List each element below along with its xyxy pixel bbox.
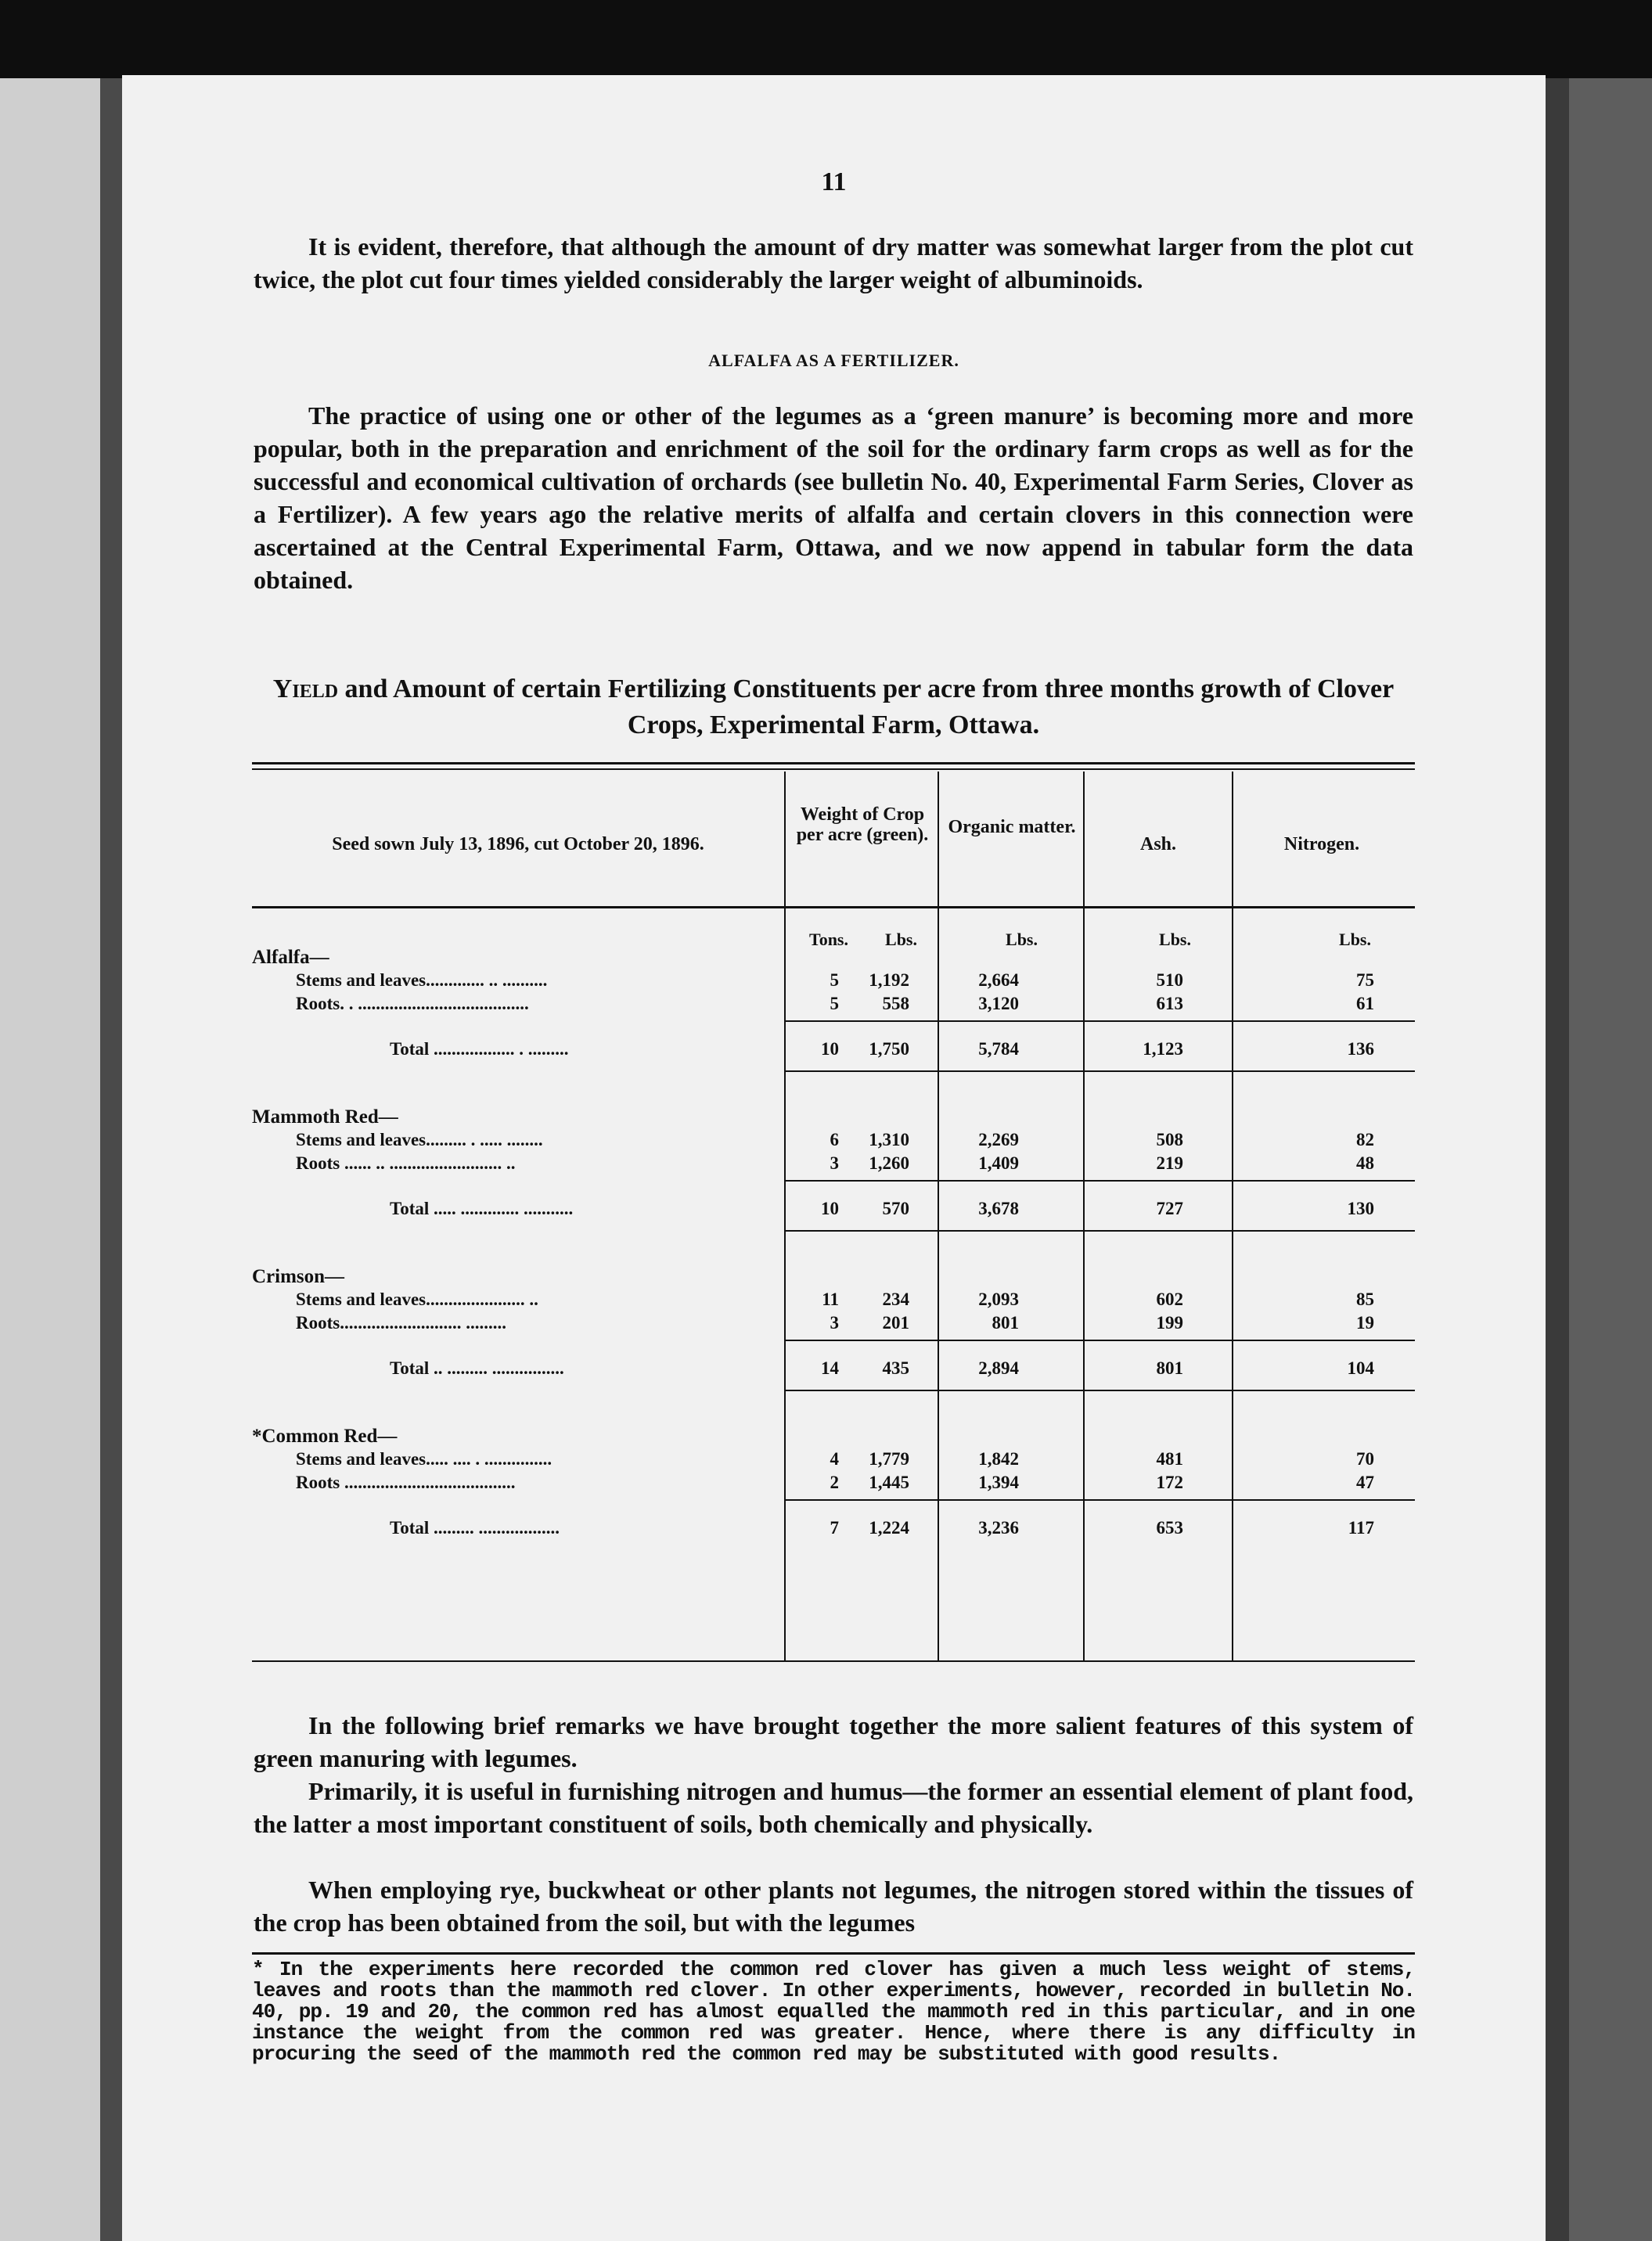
header-rule xyxy=(252,906,1415,908)
cell-tons: 6 xyxy=(830,1130,839,1149)
footnote: * In the experiments here recorded the common red clover has given a much less weight of stems, leaves and roots than the mammoth red clover. In other experiments, however, recorded in bulletin No. 40, pp. 19 and 20, the common red has almost equalled the mammoth red in this particular, and in one instance the weight from the common red was greater. Hence, where there is any difficulty in procuring the seed of the mammoth red the common red may be substituted with good results. xyxy=(252,1958,1415,2066)
cell-tons: 4 xyxy=(830,1449,839,1469)
table-bottom-rule xyxy=(252,1660,1415,1662)
row-label: Roots ...... .. ......................... .. xyxy=(296,1153,516,1173)
cell-tons: 5 xyxy=(830,994,839,1013)
cell-nitrogen: 19 xyxy=(1356,1313,1374,1333)
total-ash: 653 xyxy=(1156,1518,1183,1538)
header-ash: Ash. xyxy=(1139,834,1177,854)
cell-ash: 199 xyxy=(1156,1313,1183,1333)
cell-nitrogen: 48 xyxy=(1356,1153,1374,1173)
intro-paragraph: It is evident, therefore, that although the amount of dry matter was somewhat larger from the plot cut twice, the plot cut four times yielded considerably the larger weight of albuminoids. xyxy=(254,232,1413,293)
subtotal-rule xyxy=(786,1180,1415,1182)
total-ash: 801 xyxy=(1156,1358,1183,1378)
total-nitrogen: 104 xyxy=(1347,1358,1374,1378)
caption-lead: Yield xyxy=(272,674,339,703)
row-label: Roots ...................................... xyxy=(296,1473,516,1492)
crop-alfalfa: Alfalfa— xyxy=(252,947,329,968)
subtotal-rule xyxy=(786,1020,1415,1022)
cell-organic: 3,120 xyxy=(978,994,1019,1013)
cell-ash: 172 xyxy=(1156,1473,1183,1492)
cell-nitrogen: 61 xyxy=(1356,994,1374,1013)
total-ash: 1,123 xyxy=(1143,1039,1183,1059)
cell-tons: 3 xyxy=(830,1313,839,1333)
total-rule xyxy=(786,1230,1415,1232)
cell-lbs: 1,260 xyxy=(869,1153,909,1173)
cell-lbs: 1,192 xyxy=(869,970,909,990)
cell-organic: 1,842 xyxy=(978,1449,1019,1469)
crop-common-red: *Common Red— xyxy=(252,1426,398,1447)
subtotal-rule xyxy=(786,1340,1415,1341)
cell-nitrogen: 82 xyxy=(1356,1130,1374,1149)
total-lbs: 1,750 xyxy=(869,1039,909,1059)
crop-mammoth-red: Mammoth Red— xyxy=(252,1106,398,1128)
total-organic: 3,678 xyxy=(978,1199,1019,1218)
cell-lbs: 558 xyxy=(882,994,909,1013)
total-organic: 3,236 xyxy=(978,1518,1019,1538)
total-tons: 10 xyxy=(821,1199,839,1218)
row-label: Stems and leaves......... . ..... ........ xyxy=(296,1130,543,1149)
cell-lbs: 1,445 xyxy=(869,1473,909,1492)
row-label: Stems and leaves...................... .. xyxy=(296,1290,538,1309)
cell-tons: 11 xyxy=(822,1290,839,1309)
cell-organic: 1,409 xyxy=(978,1153,1019,1173)
document-page xyxy=(122,75,1546,2241)
unit-ash-lbs: Lbs. xyxy=(1159,930,1191,949)
cell-lbs: 1,310 xyxy=(869,1130,909,1149)
unit-weight-lbs: Lbs. xyxy=(885,930,917,949)
cell-organic: 2,664 xyxy=(978,970,1019,990)
cell-nitrogen: 47 xyxy=(1356,1473,1374,1492)
subtotal-rule xyxy=(786,1499,1415,1501)
table-top-rule xyxy=(252,762,1415,764)
col-divider-2 xyxy=(938,772,939,1660)
crop-crimson: Crimson— xyxy=(252,1266,345,1287)
table-caption xyxy=(254,671,1413,743)
total-label: Total ......... .................. xyxy=(390,1518,560,1538)
remarks-paragraph-2: Primarily, it is useful in furnishing nitrogen and humus—the former an essential element of plant food, the latter a most important constituent of soils, both chemically and physically. xyxy=(254,1777,1413,1838)
col-divider-4 xyxy=(1232,772,1233,1660)
total-tons: 7 xyxy=(830,1518,839,1538)
cell-ash: 508 xyxy=(1156,1130,1183,1149)
cell-nitrogen: 85 xyxy=(1356,1290,1374,1309)
total-nitrogen: 130 xyxy=(1347,1199,1374,1218)
total-organic: 2,894 xyxy=(978,1358,1019,1378)
cell-lbs: 234 xyxy=(882,1290,909,1309)
section-heading: ALFALFA AS A FERTILIZER. xyxy=(708,351,959,370)
cell-tons: 3 xyxy=(830,1153,839,1173)
cell-ash: 219 xyxy=(1156,1153,1183,1173)
total-lbs: 570 xyxy=(882,1199,909,1218)
scan-border-top xyxy=(0,0,1652,86)
total-label: Total .. ......... ................ xyxy=(390,1358,564,1378)
header-nitrogen: Nitrogen. xyxy=(1283,834,1360,854)
binding-shadow xyxy=(100,78,122,2241)
row-label: Stems and leaves..... .... . ............... xyxy=(296,1449,552,1469)
table-top-rule-2 xyxy=(252,768,1415,770)
header-seed-sown: Seed sown July 13, 1896, cut October 20, 1896. xyxy=(332,834,704,854)
remarks-paragraph-3: When employing rye, buckwheat or other plants not legumes, the nitrogen stored within the tissues of the crop has been obtained from the soil, but with the legumes xyxy=(254,1876,1413,1937)
cell-ash: 510 xyxy=(1156,970,1183,990)
total-lbs: 1,224 xyxy=(869,1518,909,1538)
cell-ash: 602 xyxy=(1156,1290,1183,1309)
total-lbs: 435 xyxy=(882,1358,909,1378)
total-tons: 10 xyxy=(821,1039,839,1059)
cell-nitrogen: 70 xyxy=(1356,1449,1374,1469)
cell-nitrogen: 75 xyxy=(1356,970,1374,990)
cell-lbs: 1,779 xyxy=(869,1449,909,1469)
row-label: Stems and leaves............. .. .......... xyxy=(296,970,548,990)
header-organic: Organic matter. xyxy=(948,817,1076,837)
footnote-rule xyxy=(252,1952,1415,1955)
fertilizer-table xyxy=(252,762,1415,1662)
total-nitrogen: 136 xyxy=(1347,1039,1374,1059)
total-label: Total ..... ............. ........... xyxy=(390,1199,574,1218)
cell-ash: 481 xyxy=(1156,1449,1183,1469)
col-divider-1 xyxy=(784,772,786,1660)
cell-tons: 2 xyxy=(830,1473,839,1492)
col-divider-3 xyxy=(1083,772,1085,1660)
unit-nitrogen-lbs: Lbs. xyxy=(1339,930,1371,949)
page-number: 11 xyxy=(821,167,847,196)
total-ash: 727 xyxy=(1156,1199,1183,1218)
total-organic: 5,784 xyxy=(978,1039,1019,1059)
page-edge-right xyxy=(1546,78,1569,2241)
cell-organic: 2,269 xyxy=(978,1130,1019,1149)
row-label: Roots. . ...................................... xyxy=(296,994,529,1013)
unit-tons: Tons. xyxy=(809,930,848,949)
total-rule xyxy=(786,1390,1415,1391)
fertilizer-paragraph: The practice of using one or other of the legumes as a ‘green manure’ is becoming more and more popular, both in the preparation and enrichment of the soil for the ordinary farm crops as well as for the successful and economical cultivation of orchards (see bulletin No. 40, Experimental Farm Series, Clover as a Fertilizer). A few years ago the relative merits of alfalfa and certain clovers in this connection were ascertained at the Central Experimental Farm, Ottawa, and we now append in tabular form the data obtained. xyxy=(254,401,1413,594)
cell-ash: 613 xyxy=(1156,994,1183,1013)
unit-organic-lbs: Lbs. xyxy=(1006,930,1038,949)
remarks-paragraph-1: In the following brief remarks we have brought together the more salient features of this system of green manuring with legumes. xyxy=(254,1711,1413,1772)
total-label: Total .................. . ......... xyxy=(390,1039,569,1059)
caption-rest: and Amount of certain Fertilizing Constituents per acre from three months growth of Clover Crops, Experimental Farm, Ottawa. xyxy=(338,674,1395,739)
cell-lbs: 201 xyxy=(882,1313,909,1333)
row-label: Roots........................... ......... xyxy=(296,1313,506,1333)
total-rule xyxy=(786,1070,1415,1072)
scan-border-right xyxy=(1569,78,1652,2241)
cell-organic: 1,394 xyxy=(978,1473,1019,1492)
cell-organic: 2,093 xyxy=(978,1290,1019,1309)
total-tons: 14 xyxy=(821,1358,839,1378)
header-weight: Weight of Crop per acre (green). xyxy=(796,804,929,845)
cell-organic: 801 xyxy=(992,1313,1019,1333)
total-nitrogen: 117 xyxy=(1348,1518,1374,1538)
cell-tons: 5 xyxy=(830,970,839,990)
